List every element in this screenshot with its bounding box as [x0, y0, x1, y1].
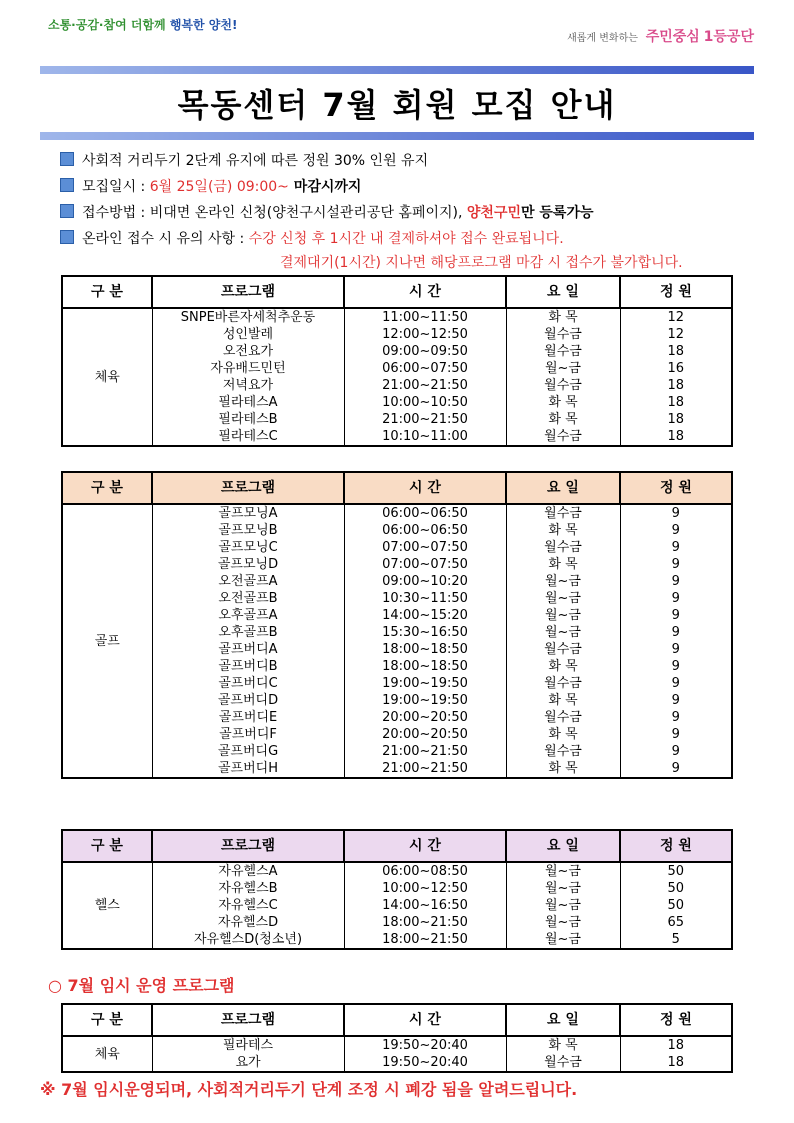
days-cell: 월수금 — [506, 1054, 620, 1072]
time-cell: 15:30~16:50 — [344, 624, 506, 641]
col-capacity: 정 원 — [620, 1004, 732, 1036]
time-cell: 21:00~21:50 — [344, 377, 506, 394]
col-days: 요 일 — [506, 830, 620, 862]
notice-3-red: 양천구민 — [466, 205, 521, 221]
bullet-square-icon — [60, 204, 74, 218]
days-cell: 월~금 — [506, 624, 620, 641]
top-stripe — [40, 66, 754, 74]
time-cell: 19:00~19:50 — [344, 675, 506, 692]
program-cell: SNPE바른자세척추운동 — [152, 308, 344, 326]
table-temp — [61, 1003, 733, 1073]
notice-1-text: 사회적 거리두기 2단계 유지에 따른 정원 30% 인원 유지 — [82, 153, 429, 169]
capacity-cell: 9 — [620, 641, 732, 658]
days-cell: 화 목 — [506, 658, 620, 675]
table-row — [62, 931, 732, 949]
program-cell: 골프버디B — [152, 658, 344, 675]
days-cell: 화 목 — [506, 308, 620, 326]
table-row — [62, 914, 732, 931]
table-row — [62, 641, 732, 658]
bottom-stripe — [40, 132, 754, 140]
program-cell: 골프버디C — [152, 675, 344, 692]
table-row — [62, 522, 732, 539]
time-cell: 07:00~07:50 — [344, 539, 506, 556]
capacity-cell: 18 — [620, 1036, 732, 1054]
notice-4-label: 온라인 접수 시 유의 사항 : — [82, 231, 249, 247]
capacity-cell: 18 — [620, 377, 732, 394]
notice-3-label: 접수방법 : 비대면 온라인 신청(양천구시설관리공단 홈페이지), — [82, 205, 467, 221]
capacity-cell: 50 — [620, 897, 732, 914]
program-cell: 골프버디G — [152, 743, 344, 760]
notice-3 — [60, 202, 594, 222]
program-cell: 자유배드민턴 — [152, 360, 344, 377]
footer-notice: ※ 7월 임시운영되며, 사회적거리두기 단계 조정 시 폐강 됨을 알려드립니다. — [40, 1080, 578, 1099]
table-row — [62, 658, 732, 675]
bullet-square-icon — [60, 230, 74, 244]
days-cell: 월수금 — [506, 504, 620, 522]
table-row — [62, 897, 732, 914]
capacity-cell: 9 — [620, 726, 732, 743]
program-cell: 오후골프A — [152, 607, 344, 624]
table-row — [62, 862, 732, 880]
capacity-cell: 9 — [620, 590, 732, 607]
category-cell: 헬스 — [62, 862, 152, 949]
capacity-cell: 9 — [620, 760, 732, 778]
table-row — [62, 880, 732, 897]
program-cell: 요가 — [152, 1054, 344, 1072]
table-row — [62, 1036, 732, 1054]
days-cell: 화 목 — [506, 522, 620, 539]
program-cell: 오전골프A — [152, 573, 344, 590]
notice-5: 결제대기(1시간) 지나면 해당프로그램 마감 시 접수가 불가합니다. — [280, 255, 683, 271]
capacity-cell: 9 — [620, 539, 732, 556]
time-cell: 06:00~06:50 — [344, 504, 506, 522]
col-program: 프로그램 — [152, 1004, 344, 1036]
time-cell: 18:00~21:50 — [344, 914, 506, 931]
table-row — [62, 308, 732, 326]
program-cell: 자유헬스D(청소년) — [152, 931, 344, 949]
table-row — [62, 573, 732, 590]
col-program: 프로그램 — [152, 830, 344, 862]
header-bar — [40, 10, 754, 45]
table-row — [62, 760, 732, 778]
capacity-cell: 18 — [620, 428, 732, 446]
table-row — [62, 743, 732, 760]
days-cell: 월수금 — [506, 326, 620, 343]
table-row — [62, 326, 732, 343]
program-cell: 필라테스C — [152, 428, 344, 446]
col-program: 프로그램 — [152, 276, 344, 308]
brand-logo — [567, 26, 754, 46]
table-row — [62, 411, 732, 428]
brand-badge: 1등공단 — [703, 29, 754, 45]
program-cell: 필라테스 — [152, 1036, 344, 1054]
page-title: 목동센터 7월 회원 모집 안내 — [177, 86, 617, 124]
slogan-mark: 더함께 — [130, 18, 166, 32]
table-row — [62, 539, 732, 556]
program-cell: 골프버디F — [152, 726, 344, 743]
notice-2-date: 6월 25일(금) 09:00~ — [149, 179, 289, 195]
program-cell: 골프모닝D — [152, 556, 344, 573]
category-cell: 체육 — [62, 308, 152, 446]
time-cell: 11:00~11:50 — [344, 308, 506, 326]
program-cell: 오후골프B — [152, 624, 344, 641]
time-cell: 21:00~21:50 — [344, 760, 506, 778]
col-category: 구 분 — [62, 830, 152, 862]
time-cell: 10:10~11:00 — [344, 428, 506, 446]
table-row — [62, 726, 732, 743]
category-cell: 골프 — [62, 504, 152, 778]
table-row — [62, 624, 732, 641]
program-cell: 오전골프B — [152, 590, 344, 607]
time-cell: 19:00~19:50 — [344, 692, 506, 709]
time-cell: 10:00~12:50 — [344, 880, 506, 897]
notice-4 — [60, 228, 564, 248]
capacity-cell: 12 — [620, 308, 732, 326]
capacity-cell: 9 — [620, 658, 732, 675]
table-row — [62, 692, 732, 709]
col-capacity: 정 원 — [620, 830, 732, 862]
notice-2-label: 모집일시 : — [82, 179, 150, 195]
notice-4-red: 수강 신청 후 1시간 내 결제하셔야 접수 완료됩니다. — [248, 231, 564, 247]
days-cell: 화 목 — [506, 1036, 620, 1054]
col-category: 구 분 — [62, 1004, 152, 1036]
program-cell: 자유헬스B — [152, 880, 344, 897]
days-cell: 월~금 — [506, 897, 620, 914]
table-row — [62, 709, 732, 726]
program-cell: 저녁요가 — [152, 377, 344, 394]
capacity-cell: 18 — [620, 411, 732, 428]
table-row — [62, 556, 732, 573]
program-cell: 골프모닝A — [152, 504, 344, 522]
capacity-cell: 9 — [620, 522, 732, 539]
table-row — [62, 590, 732, 607]
time-cell: 12:00~12:50 — [344, 326, 506, 343]
time-cell: 18:00~18:50 — [344, 658, 506, 675]
days-cell: 월수금 — [506, 641, 620, 658]
category-cell: 체육 — [62, 1036, 152, 1072]
program-cell: 골프모닝B — [152, 522, 344, 539]
notice-1 — [60, 150, 428, 170]
time-cell: 06:00~08:50 — [344, 862, 506, 880]
temp-program-heading: ○ 7월 임시 운영 프로그램 — [48, 976, 235, 995]
capacity-cell: 18 — [620, 394, 732, 411]
days-cell: 화 목 — [506, 760, 620, 778]
time-cell: 19:50~20:40 — [344, 1054, 506, 1072]
bullet-square-icon — [60, 178, 74, 192]
program-cell: 자유헬스A — [152, 862, 344, 880]
days-cell: 월수금 — [506, 539, 620, 556]
capacity-cell: 9 — [620, 607, 732, 624]
program-cell: 골프모닝C — [152, 539, 344, 556]
time-cell: 21:00~21:50 — [344, 411, 506, 428]
col-time: 시 간 — [344, 830, 506, 862]
days-cell: 월~금 — [506, 360, 620, 377]
program-cell: 골프버디A — [152, 641, 344, 658]
bullet-square-icon — [60, 152, 74, 166]
time-cell: 14:00~16:50 — [344, 897, 506, 914]
time-cell: 18:00~21:50 — [344, 931, 506, 949]
capacity-cell: 16 — [620, 360, 732, 377]
days-cell: 월수금 — [506, 675, 620, 692]
table-row — [62, 343, 732, 360]
time-cell: 07:00~07:50 — [344, 556, 506, 573]
days-cell: 화 목 — [506, 394, 620, 411]
col-program: 프로그램 — [152, 472, 344, 504]
days-cell: 월~금 — [506, 931, 620, 949]
brand-small-text: 새롭게 변화하는 — [567, 33, 638, 44]
time-cell: 21:00~21:50 — [344, 743, 506, 760]
days-cell: 월수금 — [506, 743, 620, 760]
days-cell: 화 목 — [506, 692, 620, 709]
time-cell: 09:00~10:20 — [344, 573, 506, 590]
col-category: 구 분 — [62, 276, 152, 308]
col-days: 요 일 — [506, 1004, 620, 1036]
col-capacity: 정 원 — [620, 276, 732, 308]
days-cell: 월~금 — [506, 590, 620, 607]
program-cell: 성인발레 — [152, 326, 344, 343]
time-cell: 18:00~18:50 — [344, 641, 506, 658]
capacity-cell: 9 — [620, 675, 732, 692]
capacity-cell: 9 — [620, 692, 732, 709]
table-row — [62, 504, 732, 522]
capacity-cell: 9 — [620, 624, 732, 641]
capacity-cell: 9 — [620, 573, 732, 590]
program-cell: 골프버디E — [152, 709, 344, 726]
table-row — [62, 607, 732, 624]
days-cell: 월~금 — [506, 914, 620, 931]
days-cell: 월~금 — [506, 862, 620, 880]
time-cell: 14:00~15:20 — [344, 607, 506, 624]
time-cell: 20:00~20:50 — [344, 726, 506, 743]
program-cell: 자유헬스D — [152, 914, 344, 931]
col-time: 시 간 — [344, 276, 506, 308]
table-row — [62, 360, 732, 377]
capacity-cell: 50 — [620, 880, 732, 897]
brand-big-text: 주민중심 — [645, 29, 700, 45]
table-golf — [61, 471, 733, 779]
time-cell: 19:50~20:40 — [344, 1036, 506, 1054]
capacity-cell: 9 — [620, 504, 732, 522]
slogan-brand: 행복한 양천! — [169, 18, 238, 32]
slogan-text: 소통·공감·참여 — [48, 18, 127, 32]
days-cell: 월~금 — [506, 573, 620, 590]
table-row — [62, 428, 732, 446]
table-sports — [61, 275, 733, 447]
time-cell: 10:00~10:50 — [344, 394, 506, 411]
col-days: 요 일 — [506, 276, 620, 308]
days-cell: 월수금 — [506, 428, 620, 446]
col-time: 시 간 — [344, 472, 506, 504]
time-cell: 10:30~11:50 — [344, 590, 506, 607]
col-capacity: 정 원 — [620, 472, 732, 504]
time-cell: 09:00~09:50 — [344, 343, 506, 360]
program-cell: 자유헬스C — [152, 897, 344, 914]
table-row — [62, 1054, 732, 1072]
notice-2 — [60, 176, 361, 196]
program-cell: 골프버디D — [152, 692, 344, 709]
capacity-cell: 12 — [620, 326, 732, 343]
capacity-cell: 9 — [620, 556, 732, 573]
days-cell: 월수금 — [506, 377, 620, 394]
time-cell: 20:00~20:50 — [344, 709, 506, 726]
days-cell: 월수금 — [506, 343, 620, 360]
notice-3-end: 만 등록가능 — [521, 205, 594, 221]
notice-2-end: 마감시까지 — [288, 179, 362, 195]
program-cell: 필라테스A — [152, 394, 344, 411]
program-cell: 골프버디H — [152, 760, 344, 778]
capacity-cell: 65 — [620, 914, 732, 931]
days-cell: 월~금 — [506, 880, 620, 897]
col-days: 요 일 — [506, 472, 620, 504]
capacity-cell: 9 — [620, 709, 732, 726]
table-health — [61, 829, 733, 950]
days-cell: 월수금 — [506, 709, 620, 726]
table-row — [62, 675, 732, 692]
time-cell: 06:00~06:50 — [344, 522, 506, 539]
days-cell: 화 목 — [506, 411, 620, 428]
days-cell: 화 목 — [506, 726, 620, 743]
capacity-cell: 5 — [620, 931, 732, 949]
capacity-cell: 18 — [620, 1054, 732, 1072]
time-cell: 06:00~07:50 — [344, 360, 506, 377]
capacity-cell: 50 — [620, 862, 732, 880]
table-row — [62, 394, 732, 411]
table-row — [62, 377, 732, 394]
col-category: 구 분 — [62, 472, 152, 504]
slogan — [48, 16, 237, 33]
days-cell: 화 목 — [506, 556, 620, 573]
program-cell: 필라테스B — [152, 411, 344, 428]
program-cell: 오전요가 — [152, 343, 344, 360]
col-time: 시 간 — [344, 1004, 506, 1036]
capacity-cell: 9 — [620, 743, 732, 760]
capacity-cell: 18 — [620, 343, 732, 360]
days-cell: 월~금 — [506, 607, 620, 624]
